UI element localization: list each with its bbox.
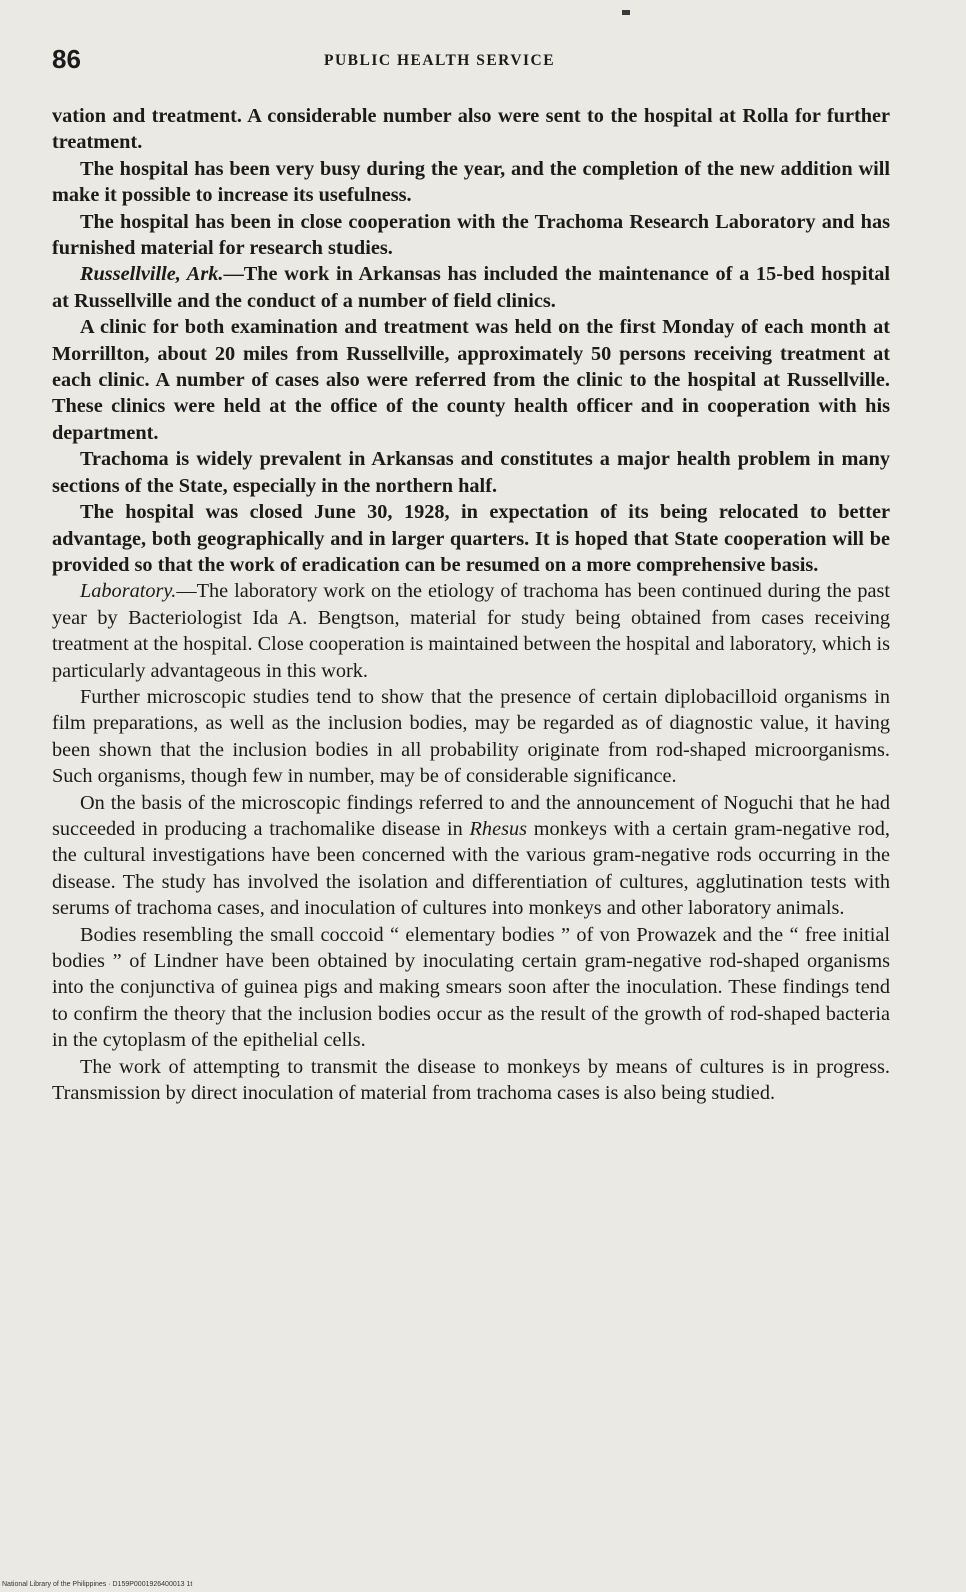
paragraph-transmission: The work of attempting to transmit the disease to monkeys by means of cultures is in progress. Transmission by direct inoculation of material from trachoma cases is also being studied. [52, 1055, 890, 1105]
running-head: PUBLIC HEALTH SERVICE [324, 52, 556, 69]
body-text [52, 103, 890, 1106]
section-lead-laboratory: Laboratory. [80, 580, 177, 603]
page-header [52, 44, 892, 80]
italic-rhesus: Rhesus [469, 817, 528, 840]
paragraph-continuation: vation and treatment. A considerable number also were sent to the hospital at Rolla for further treatment. [52, 105, 890, 154]
paragraph-elementary-bodies: Bodies resembling the small coccoid “ elementary bodies ” of von Prowazek and the “ free initial bodies ” of Lindner have been obtained by inoculating certain gram-negative rod-shaped organisms into the conjunctiva of guinea pigs and making smears soon after the inoculation. These findings tend to confirm the theory that the inclusion bodies occur as the result of the growth of rod-shaped bacteria in the cytoplasm of the epithelial cells. [52, 923, 890, 1052]
paragraph-hospital-closed: The hospital was closed June 30, 1928, in expectation of its being relocated to better advantage, both geographically and in larger quarters. It is hoped that State cooperation will be provided so that the work of eradication can be resumed on a more comprehensive basis. [52, 501, 890, 576]
paragraph-microscopic-studies: Further microscopic studies tend to show that the presence of certain diplobacilloid organisms in film preparations, as well as the inclusion bodies, may be regarded as of diagnostic value, it having been shown that the inclusion bodies in all probability originate from rod-shaped microorganisms. Such organisms, though few in number, may be of considerable significance. [52, 685, 890, 788]
section-lead-russellville: Russellville, Ark. [80, 263, 224, 286]
paragraph-clinic: A clinic for both examination and treatment was held on the first Monday of each month at Morrillton, about 20 miles from Russellville, approximately 50 persons receiving treatment at each clinic. A number of cases also were referred from the clinic to the hospital at Russellville. These clinics were held at the office of the county health officer and in cooperation with his department. [52, 316, 890, 444]
page-number: 86 [52, 44, 81, 74]
scan-mark [622, 10, 630, 15]
paragraph-noguchi: On the basis of the microscopic findings referred to and the announcement of Noguchi that he had succeeded in producing a trachomalike disease in Rhesus monkeys with a certain gram-negative rod, the cultural investigations have been concerned with the various gram-negative rods occurring in the disease. The study has involved the isolation and differentiation of cultures, agglutination tests with serums of trachoma cases, and inoculation of cultures into monkeys and other laboratory animals. [52, 791, 890, 920]
paragraph-russellville: Russellville, Ark.—The work in Arkansas has included the maintenance of a 15-bed hospital at Russellville and the conduct of a number of field clinics. [52, 263, 890, 312]
paragraph-research-cooperation: The hospital has been in close cooperation with the Trachoma Research Laboratory and has furnished material for research studies. [52, 210, 890, 260]
paragraph-hospital-busy: The hospital has been very busy during the year, and the completion of the new addition will make it possible to increase its usefulness. [52, 157, 890, 207]
paragraph-laboratory: Laboratory.—The laboratory work on the etiology of trachoma has been continued during the past year by Bacteriologist Ida A. Bengtson, material for study being obtained from cases receiving treatment at the hospital. Close cooperation is maintained between the hospital and laboratory, which is particularly advantageous in this work. [52, 580, 890, 682]
paragraph-trachoma-prevalence: Trachoma is widely prevalent in Arkansas and constitutes a major health problem in many sections of the State, especially in the northern half. [52, 448, 890, 497]
scan-footer: National Library of the Philippines · D159P0001926400013 1t [2, 1581, 193, 1588]
